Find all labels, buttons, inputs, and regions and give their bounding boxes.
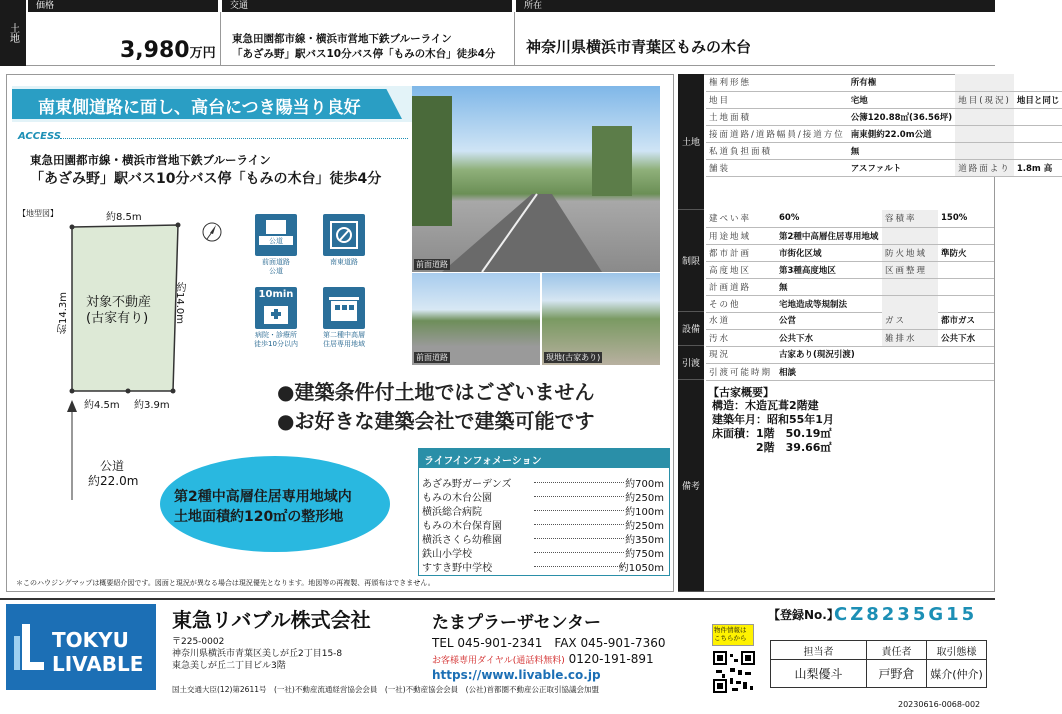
tokyu-logo-icon <box>14 624 44 670</box>
side-land: 土地 <box>678 74 704 210</box>
access-label: 交通 <box>222 0 512 12</box>
spec-row: 建ぺい率 60% 容積率 150% <box>706 210 994 227</box>
spec-row: 私道負担面積 無 <box>706 142 1062 159</box>
life-info-item: 横浜総合病院 約100m <box>422 507 664 518</box>
access-big: 「あざみ野」駅バス10分バス停「もみの木台」徒歩4分 <box>30 171 382 187</box>
address-label: 所在 <box>516 0 995 12</box>
spec-row: 舗装 アスファルト 道路面より 1.8m 高 <box>706 159 1062 176</box>
road-line1: 公道 <box>100 459 125 473</box>
header-sep-2 <box>514 12 515 66</box>
residential-zone-icon <box>323 287 365 329</box>
side-util: 設備 <box>678 312 704 346</box>
oval-line2: 土地面積約120㎡の整形地 <box>174 509 344 525</box>
spec-row: 汚水 公共下水 雑排水 公共下水 <box>706 329 994 346</box>
hospital-icon: 10min <box>255 287 297 329</box>
postal: 〒225-0002 <box>172 637 225 647</box>
remarks-2: 建築年月：昭和55年1月 <box>712 413 834 426</box>
north-arrow-icon <box>201 221 223 243</box>
land-tag: 土地 <box>0 0 26 66</box>
condition-2: ●お好きな建築会社で建築可能です <box>277 409 595 433</box>
access-line1: 東急田園都市線・横浜市営地下鉄ブルーライン <box>30 153 271 167</box>
footnote: ＊このハウジングマップは概要紹介図です。図面と現況が異なる場合は現況優先となります。地図等の再複製、再頒布はできません。 <box>16 579 435 587</box>
staff-v1: 山梨優斗 <box>771 660 867 688</box>
plot-left-dim: 約14.3m <box>58 292 69 335</box>
remarks-title: 【古家概要】 <box>708 386 774 399</box>
plot-label: 【地型図】 <box>18 209 58 218</box>
spec-row: 高度地区 第3種高度地区 区画整理 <box>706 261 994 278</box>
spec-row: 都市計画 市街化区域 防火地域 準防火 <box>706 244 994 261</box>
free-dial: お客様専用ダイヤル(通話料無料) 0120-191-891 <box>432 652 654 666</box>
compass-road-icon <box>323 214 365 256</box>
footer-border <box>0 598 995 600</box>
spec-row: 権利形態 所有権 <box>706 74 1062 91</box>
spec-row: 水道 公営 ガス 都市ガス <box>706 312 994 329</box>
side-handover: 引渡 <box>678 346 704 380</box>
spec-row: 用途地域 第2種中高層住居専用地域 <box>706 227 994 244</box>
spec-row: 地目 宅地 地目(現況) 地目と同じ <box>706 91 1062 108</box>
public-road-icon: 公道 <box>255 214 297 256</box>
tel-fax: TEL 045-901-2341 FAX 045-901-7360 <box>432 636 666 650</box>
qr-code-icon[interactable] <box>712 650 756 694</box>
plot-center-1: 対象不動産 <box>86 295 152 310</box>
life-info-item: あざみ野ガーデンズ 約700m <box>422 479 664 490</box>
side-remarks: 備考 <box>678 380 704 592</box>
spec-row: 土地面積 公簿120.88㎡(36.56坪) <box>706 108 1062 125</box>
spec-row: 計画道路 無 <box>706 278 994 295</box>
headline: 南東側道路に面し、高台につき陽当り良好 <box>38 98 361 118</box>
plot-right-dim: 約14.0m <box>174 282 185 325</box>
staff-v3: 媒介(仲介) <box>927 660 987 688</box>
staff-h1: 担当者 <box>771 641 867 660</box>
spec-row: 接面道路/道路幅員/接道方位 南東側約22.0m公道 <box>706 125 1062 142</box>
spec-law-table <box>706 210 994 313</box>
life-info-item: もみの木台公園 約250m <box>422 493 664 504</box>
center-name: たまプラーザセンター <box>432 613 601 633</box>
website-link[interactable]: https://www.livable.co.jp <box>432 668 601 682</box>
side-law: 制限 <box>678 210 704 312</box>
life-info-title: ライフインフォメーション <box>424 456 542 467</box>
photo-front-road-2: 前面道路 <box>412 273 540 365</box>
plot-top-dim: 約8.5m <box>106 212 142 223</box>
photo-site-house: 現地(古家あり) <box>542 273 660 365</box>
reg-number: CZ8235G15 <box>834 604 978 625</box>
addr-2: 東急美しが丘二丁目ビル3階 <box>172 661 286 671</box>
oval-line1: 第2種中高層住居専用地域内 <box>174 489 352 505</box>
header-access-1: 東急田園都市線・横浜市営地下鉄ブルーライン <box>232 33 452 45</box>
header-address: 神奈川県横浜市青葉区もみの木台 <box>526 38 752 56</box>
price-value: 3,980万円 <box>120 38 216 63</box>
life-info-item: 横浜さくら幼稚園 約350m <box>422 535 664 546</box>
remarks-4: 2階 39.66㎡ <box>712 441 832 454</box>
remarks-3: 床面積：1階 50.19㎡ <box>712 427 832 440</box>
photo-front-road-1: 前面道路 <box>412 86 660 272</box>
logo-line2: LIVABLE <box>52 652 144 676</box>
logo-line1: TOKYU <box>52 628 129 652</box>
feature-caption-2: 南東道路 <box>330 258 358 266</box>
plot-bottom-left-dim: 約4.5m <box>84 400 120 411</box>
qr-caption: 物件情報は こちらから <box>714 626 747 642</box>
plot-bottom-right-dim: 約3.9m <box>134 400 170 411</box>
staff-h3: 取引態様 <box>927 641 987 660</box>
reg-label: 【登録No.】 <box>768 608 839 622</box>
price-label: 価格 <box>28 0 218 12</box>
feature-caption-3: 病院・診療所 徒歩10分以内 <box>254 331 298 348</box>
spec-row: 現況 古家あり(現況引渡) <box>706 346 994 363</box>
plot-center-2: (古家有り) <box>86 311 149 326</box>
remarks-1: 構造：木造瓦葺2階建 <box>712 399 819 412</box>
license-text: 国土交通大臣(12)第2611号 (一社)不動産流通経営協会会員 (一社)不動産協会会員 (公社)首都圏不動産公正取引協議会加盟 <box>172 685 600 694</box>
feature-caption-1: 前面道路 公道 <box>262 258 290 275</box>
company-name: 東急リバブル株式会社 <box>172 608 371 632</box>
spec-land-table <box>706 74 1060 177</box>
road-line2: 約22.0m <box>88 474 139 488</box>
spec-row: 引渡可能時期 相談 <box>706 363 994 380</box>
header-access-2: 「あざみ野」駅バス10分バス停「もみの木台」徒歩4分 <box>232 48 496 60</box>
life-info-item: 鉄山小学校 約750m <box>422 549 664 560</box>
life-info-item: すすき野中学校 約1050m <box>422 563 664 574</box>
spec-handover-table <box>706 346 994 381</box>
staff-table <box>770 640 987 688</box>
spec-row: その他 宅地造成等規制法 <box>706 295 994 312</box>
addr-1: 神奈川県横浜市青葉区美しが丘2丁目15-8 <box>172 649 343 659</box>
feature-caption-4: 第二種中高層 住居専用地域 <box>323 331 365 348</box>
access-rule <box>60 138 408 139</box>
doc-number: 20230616-0068-002 <box>898 700 981 709</box>
staff-v2: 戸野倉 <box>867 660 927 688</box>
header-sep-1 <box>220 12 221 66</box>
condition-1: ●建築条件付土地ではございません <box>277 380 595 404</box>
staff-h2: 責任者 <box>867 641 927 660</box>
spec-util-table <box>706 312 994 347</box>
life-info-item: もみの木台保育園 約250m <box>422 521 664 532</box>
access-title: ACCESS <box>18 131 61 142</box>
